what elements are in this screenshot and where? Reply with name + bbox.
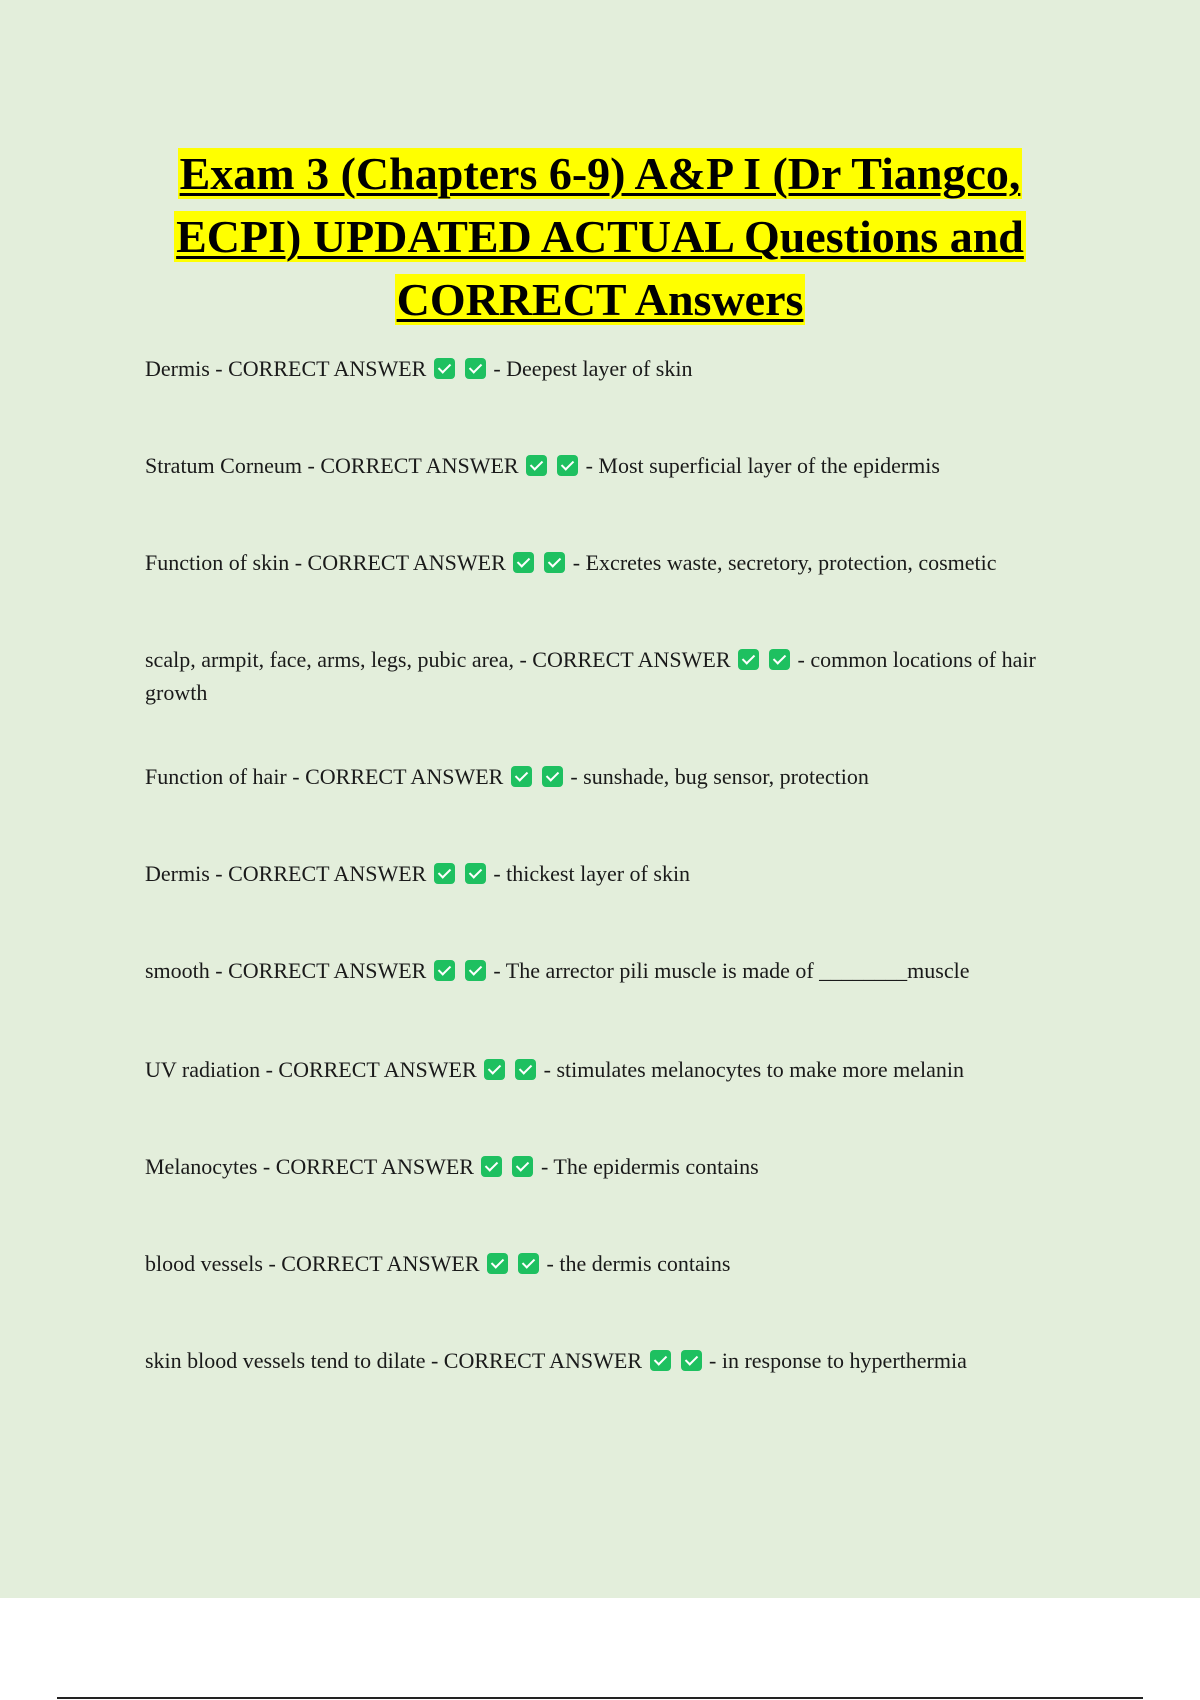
qa-answer: - Most superficial layer of the epidermis bbox=[585, 453, 940, 478]
title-line-3: CORRECT Answers bbox=[396, 274, 804, 325]
check-mark-button-icon bbox=[557, 455, 578, 476]
check-mark-button-icon bbox=[513, 552, 534, 573]
qa-term: smooth - CORRECT ANSWER bbox=[145, 958, 427, 983]
check-mark-button-icon bbox=[484, 1059, 505, 1080]
qa-answer: - the dermis contains bbox=[546, 1251, 731, 1276]
footer-divider bbox=[57, 1697, 1143, 1699]
qa-item bbox=[145, 1053, 1085, 1086]
qa-answer: - thickest layer of skin bbox=[493, 861, 691, 886]
qa-item bbox=[145, 1344, 1085, 1377]
qa-term: UV radiation - CORRECT ANSWER bbox=[145, 1057, 477, 1082]
qa-term: Melanocytes - CORRECT ANSWER bbox=[145, 1154, 474, 1179]
qa-answer: - sunshade, bug sensor, protection bbox=[570, 764, 869, 789]
qa-item bbox=[145, 352, 1085, 385]
qa-answer: - Deepest layer of skin bbox=[493, 356, 693, 381]
qa-answer: - The arrector pili muscle is made of ________muscle bbox=[493, 958, 970, 983]
check-mark-button-icon bbox=[465, 358, 486, 379]
qa-item bbox=[145, 1150, 1085, 1183]
qa-item bbox=[145, 954, 1085, 987]
page-footer bbox=[0, 1598, 1200, 1700]
check-mark-button-icon bbox=[465, 863, 486, 884]
qa-answer: - in response to hyperthermia bbox=[709, 1348, 967, 1373]
qa-item bbox=[145, 1247, 1085, 1280]
check-mark-button-icon bbox=[487, 1253, 508, 1274]
check-mark-button-icon bbox=[465, 960, 486, 981]
qa-list bbox=[145, 352, 1085, 1377]
title-line-1: Exam 3 (Chapters 6-9) A&P I (Dr Tiangco, bbox=[179, 148, 1021, 199]
check-mark-button-icon bbox=[434, 960, 455, 981]
check-mark-button-icon bbox=[515, 1059, 536, 1080]
qa-answer: - Excretes waste, secretory, protection, cosmetic bbox=[572, 550, 997, 575]
check-mark-button-icon bbox=[481, 1156, 502, 1177]
check-mark-button-icon bbox=[526, 455, 547, 476]
qa-term: Dermis - CORRECT ANSWER bbox=[145, 861, 427, 886]
qa-term: Stratum Corneum - CORRECT ANSWER bbox=[145, 453, 519, 478]
qa-answer: - The epidermis contains bbox=[540, 1154, 759, 1179]
qa-term: Function of hair - CORRECT ANSWER bbox=[145, 764, 504, 789]
qa-item bbox=[145, 857, 1085, 890]
title-line-2: ECPI) UPDATED ACTUAL Questions and bbox=[176, 211, 1024, 262]
check-mark-button-icon bbox=[738, 649, 759, 670]
check-mark-button-icon bbox=[681, 1350, 702, 1371]
check-mark-button-icon bbox=[518, 1253, 539, 1274]
qa-term: skin blood vessels tend to dilate - CORRECT ANSWER bbox=[145, 1348, 643, 1373]
check-mark-button-icon bbox=[511, 766, 532, 787]
check-mark-button-icon bbox=[769, 649, 790, 670]
qa-term: blood vessels - CORRECT ANSWER bbox=[145, 1251, 480, 1276]
qa-term: Function of skin - CORRECT ANSWER bbox=[145, 550, 506, 575]
check-mark-button-icon bbox=[434, 863, 455, 884]
check-mark-button-icon bbox=[434, 358, 455, 379]
qa-term: scalp, armpit, face, arms, legs, pubic area, - CORRECT ANSWER bbox=[145, 647, 731, 672]
qa-answer: - common locations of hair growth bbox=[145, 647, 1036, 705]
qa-term: Dermis - CORRECT ANSWER bbox=[145, 356, 427, 381]
qa-answer: - stimulates melanocytes to make more melanin bbox=[543, 1057, 964, 1082]
check-mark-button-icon bbox=[544, 552, 565, 573]
qa-item bbox=[145, 449, 1085, 482]
check-mark-button-icon bbox=[542, 766, 563, 787]
qa-item bbox=[145, 546, 1085, 579]
qa-item bbox=[145, 643, 1085, 709]
check-mark-button-icon bbox=[512, 1156, 533, 1177]
document-title bbox=[120, 142, 1080, 331]
check-mark-button-icon bbox=[650, 1350, 671, 1371]
qa-item bbox=[145, 760, 1085, 793]
